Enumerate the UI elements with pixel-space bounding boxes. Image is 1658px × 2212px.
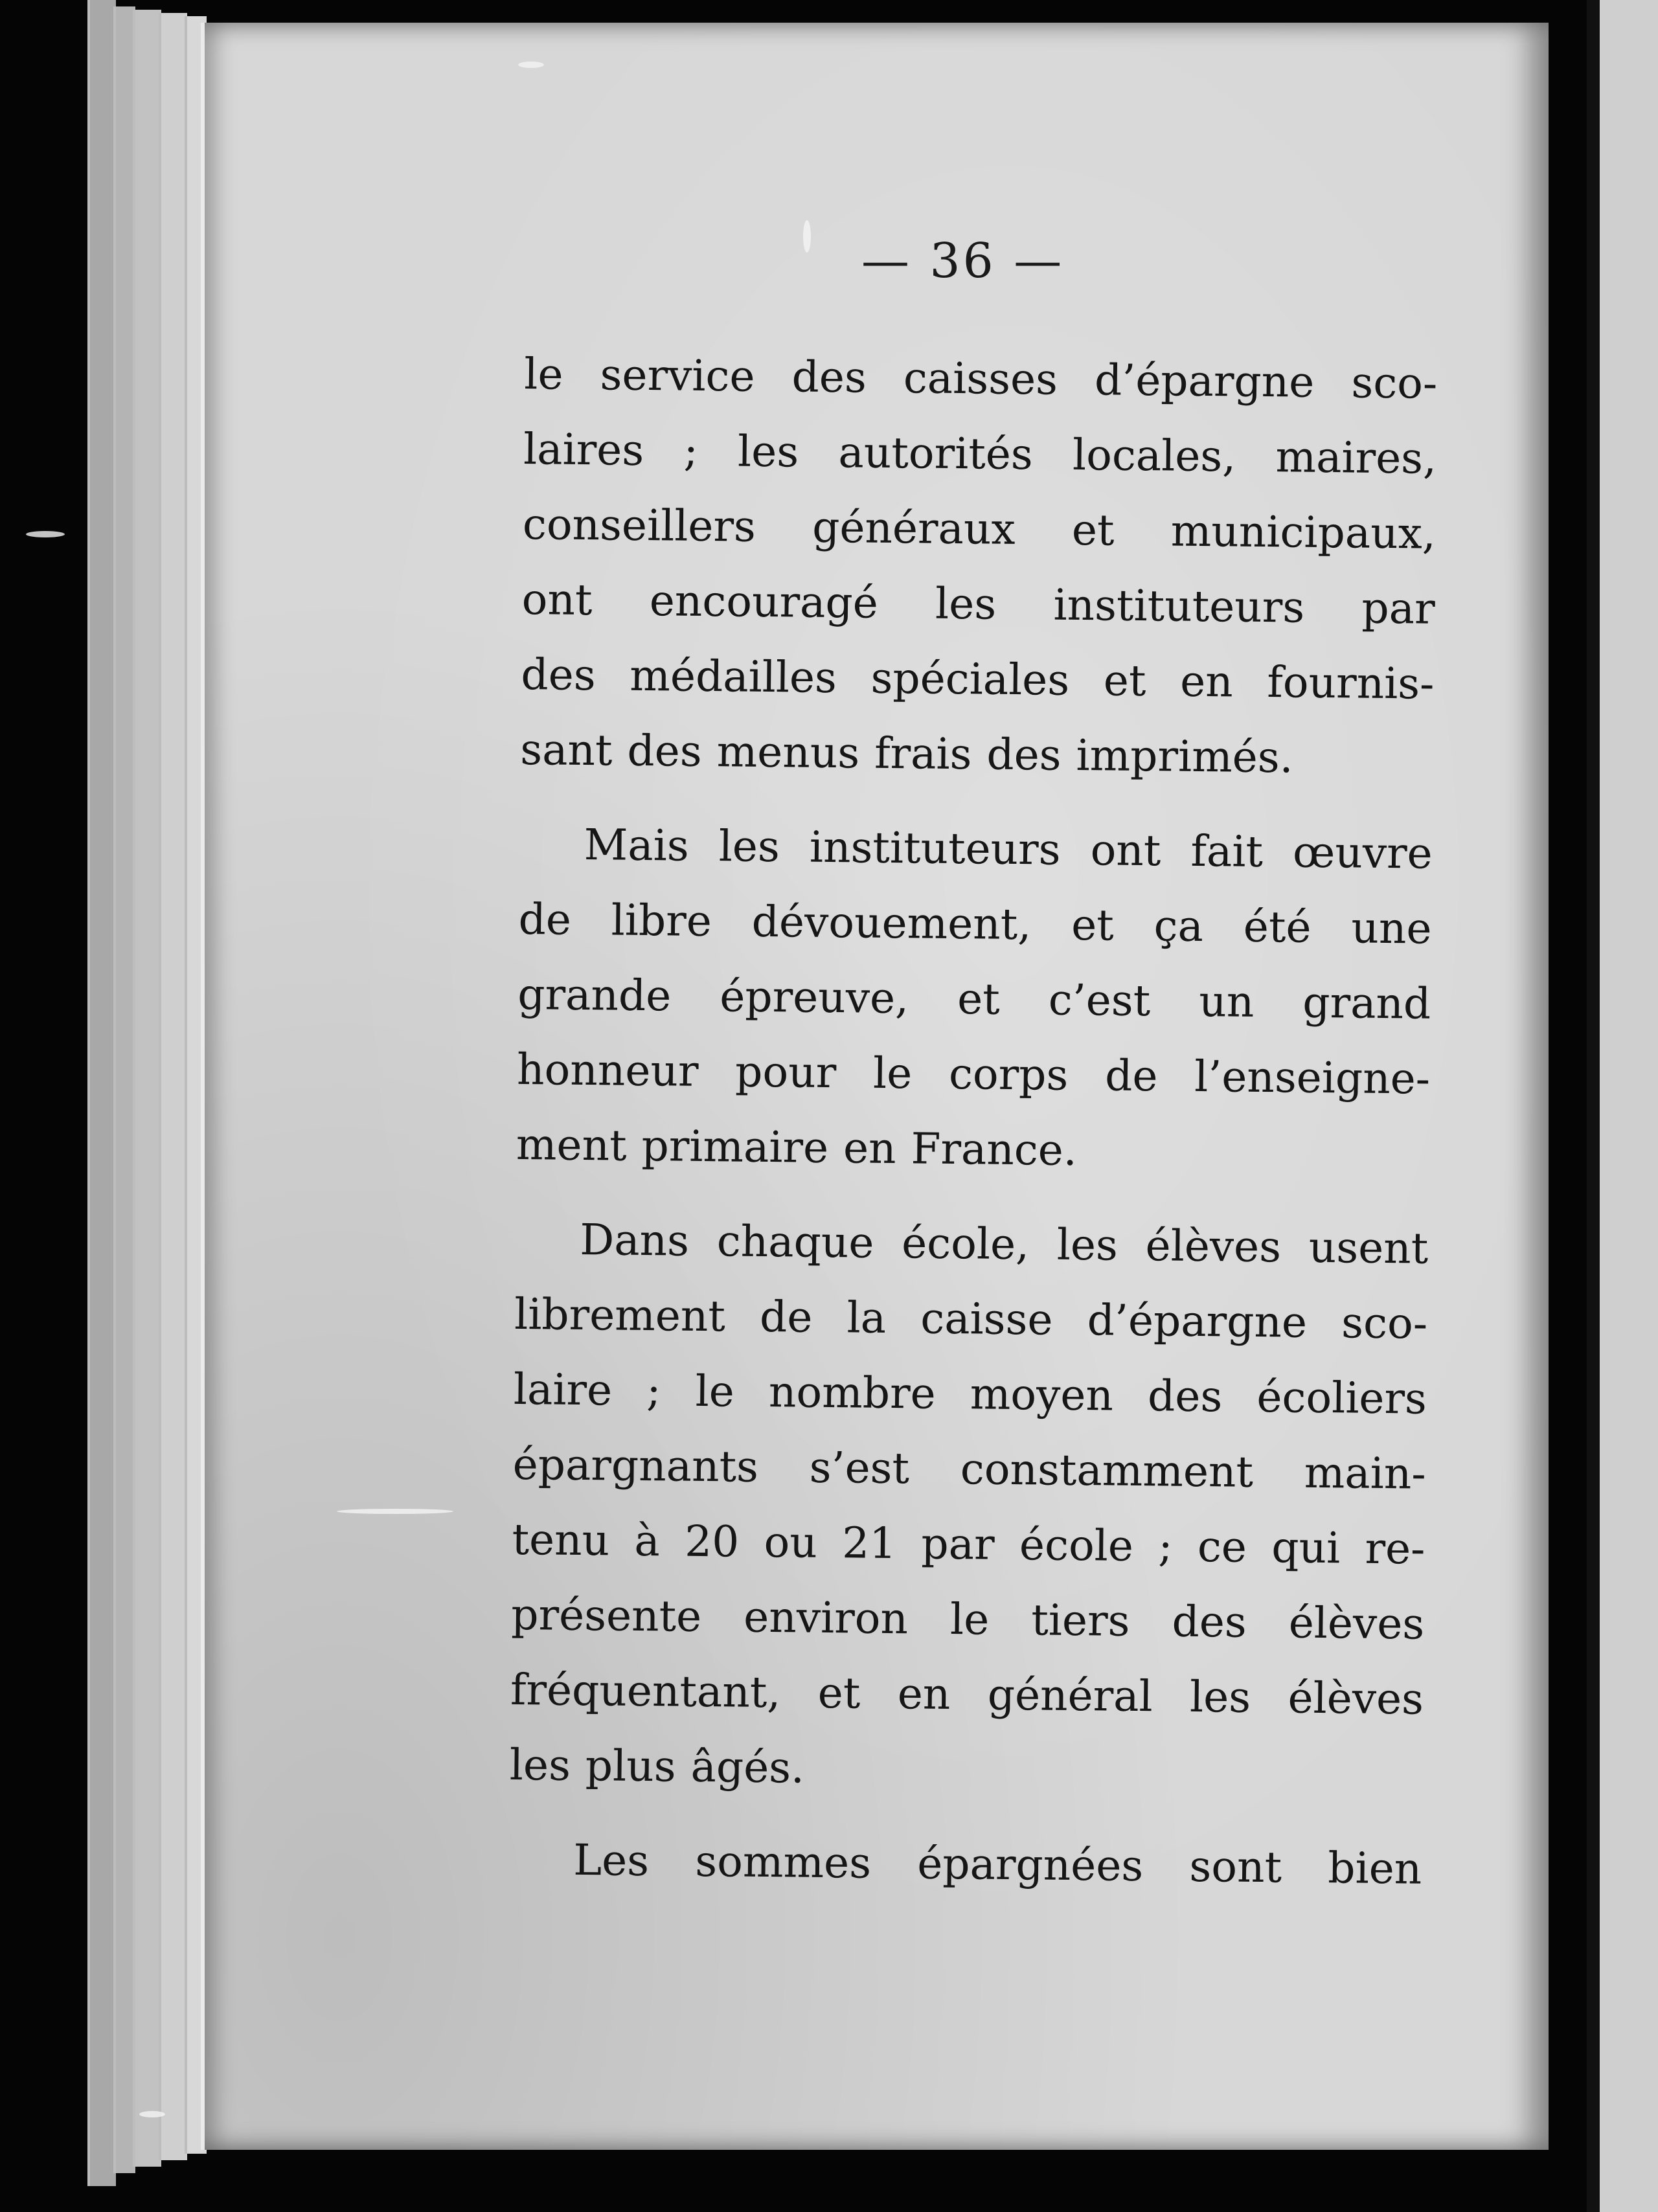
text-line: Mais les instituteurs ont fait œuvre (584, 820, 1433, 879)
text-line: de libre dévouement, et ça été une (518, 894, 1432, 954)
text-line: fréquentant, et en général les élèves (510, 1664, 1424, 1724)
text-line: ont encouragé les instituteurs par (521, 574, 1436, 634)
text-line: le service des caisses d’épargne sco- (523, 348, 1438, 409)
text-line: les plus âgés. (509, 1739, 805, 1793)
page-edge (159, 13, 187, 2160)
page-edge (87, 0, 116, 2186)
text-line: conseillers généraux et municipaux, (522, 499, 1437, 559)
page-number: — 36 — (861, 233, 1065, 289)
text-line: laires ; les autorités locales, maires, (523, 423, 1437, 484)
text-line: présente environ le tiers des élèves (510, 1589, 1425, 1649)
text-line: grande épreuve, et c’est un grand (517, 969, 1431, 1029)
text-line: laire ; le nombre moyen des écoliers (513, 1364, 1427, 1424)
text-line: sant des menus frais des imprimés. (519, 724, 1294, 783)
paragraph (520, 337, 1438, 797)
text-line: épargnants s’est constamment main- (512, 1439, 1427, 1499)
body-text (508, 337, 1438, 1907)
text-line: tenu à 20 ou 21 par école ; ce qui re- (512, 1514, 1425, 1574)
page-edge (133, 10, 161, 2167)
paragraph (516, 807, 1433, 1192)
text-line: honneur pour le corps de l’enseigne- (516, 1044, 1431, 1104)
adjacent-page-edge (1587, 0, 1658, 2212)
paragraph (509, 1202, 1429, 1812)
text-line: Dans chaque école, les élèves usent (579, 1214, 1429, 1274)
text-line: des médailles spéciales et en fournis- (521, 649, 1435, 709)
page-edge (113, 6, 135, 2173)
text-line: ment primaire en France. (516, 1119, 1078, 1175)
text-line: Les sommes épargnées sont bien (573, 1834, 1422, 1894)
text-line: librement de la caisse d’épargne sco- (514, 1289, 1428, 1349)
paragraph (508, 1822, 1422, 1907)
